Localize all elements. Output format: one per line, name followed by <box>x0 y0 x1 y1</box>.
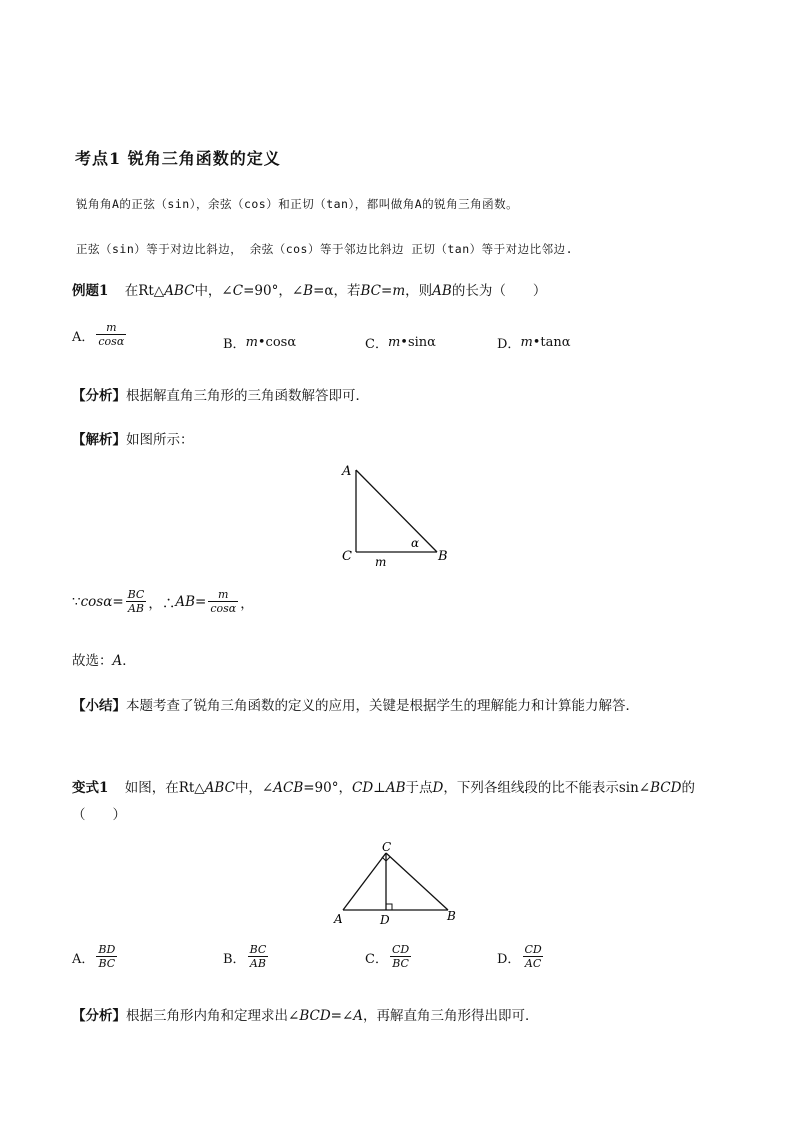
variant1-option-c: C． $\frac{CD}{BC}$ <box>365 943 410 970</box>
right-angle-mark-d <box>386 904 392 910</box>
vertex-d-label: D <box>380 913 390 927</box>
vertex-b-label: B <box>447 909 456 923</box>
example1-option-b: B． m •cosα <box>223 335 297 352</box>
definition-line-2: 正弦（sin）等于对边比斜边， 余弦（cos）等于邻边比斜边 正切（tan）等于对边比邻边. <box>76 242 574 256</box>
variant1-label: 变式1 <box>72 780 109 796</box>
variant1-option-d: D． $\frac{CD}{AC}$ <box>497 943 542 970</box>
option-b-fraction: $\frac{BC}{AB}$ <box>249 943 267 970</box>
variant1-question: 变式1 如图，在Rt△ABC中，∠ACB=90°，CD⊥AB于点D，下列各组线段的比不能表示sin∠BCD的 <box>72 780 695 796</box>
option-a-fraction: $\frac{m}{\cos\alpha}$ <box>98 321 125 348</box>
side-ac <box>343 853 386 910</box>
option-a-fraction: $\frac{BD}{BC}$ <box>98 943 116 970</box>
example1-option-a: A． $\frac{m}{\cos\alpha}$ <box>72 321 125 348</box>
formula-fraction-m-cos: $\frac{m}{\cos\alpha}$ <box>210 588 237 615</box>
vertex-b-label: B <box>438 549 448 564</box>
side-cb <box>386 853 448 910</box>
side-ab <box>356 470 437 552</box>
vertex-c-label: C <box>342 549 352 564</box>
side-m-label: m <box>375 555 387 569</box>
variant1-question-paren: （ ） <box>72 807 126 823</box>
formula-fraction-bc-ab: $\frac{BC}{AB}$ <box>127 588 145 615</box>
example1-label: 例题1 <box>72 283 109 299</box>
example1-analysis: 【分析】根据解直角三角形的三角函数解答即可． <box>72 388 369 404</box>
example1-option-d: D． m •tanα <box>497 335 571 352</box>
variant1-option-a: A． $\frac{BD}{BC}$ <box>72 943 116 970</box>
vertex-a-label: A <box>342 464 352 479</box>
example1-option-c: C． m •sinα <box>365 335 436 352</box>
vertex-a-label: A <box>334 912 343 926</box>
example1-triangle-figure <box>335 460 455 572</box>
variant1-analysis: 【分析】根据三角形内角和定理求出∠BCD=∠A，再解直角三角形得出即可． <box>72 1008 539 1024</box>
variant1-triangle-figure <box>328 836 468 928</box>
angle-alpha-label: α <box>411 536 420 550</box>
variant1-option-b: B． $\frac{BC}{AB}$ <box>223 943 267 970</box>
vertex-c-label: C <box>382 840 392 854</box>
example1-formula: ∵ cosα = $\frac{BC}{AB}$ ，∴ AB = $\frac{m}{\cos\alpha}$ ， <box>72 588 254 615</box>
option-d-fraction: $\frac{CD}{AC}$ <box>524 943 542 970</box>
option-c-fraction: $\frac{CD}{BC}$ <box>391 943 410 970</box>
definition-line-1: 锐角角A的正弦（sin），余弦（cos）和正切（tan），都叫做角A的锐角三角函数。 <box>76 197 519 211</box>
example1-answer: 故选：A． <box>72 653 136 669</box>
section-title: 考点1 锐角三角函数的定义 <box>75 149 281 168</box>
example1-summary: 【小结】本题考查了锐角三角函数的定义的应用，关键是根据学生的理解能力和计算能力解答． <box>72 698 639 714</box>
example1-question: 例题1 在Rt△ABC中，∠C=90°，∠B=α，若BC=m，则AB的长为（ ） <box>72 283 547 299</box>
example1-solution: 【解析】如图所示： <box>72 432 194 448</box>
